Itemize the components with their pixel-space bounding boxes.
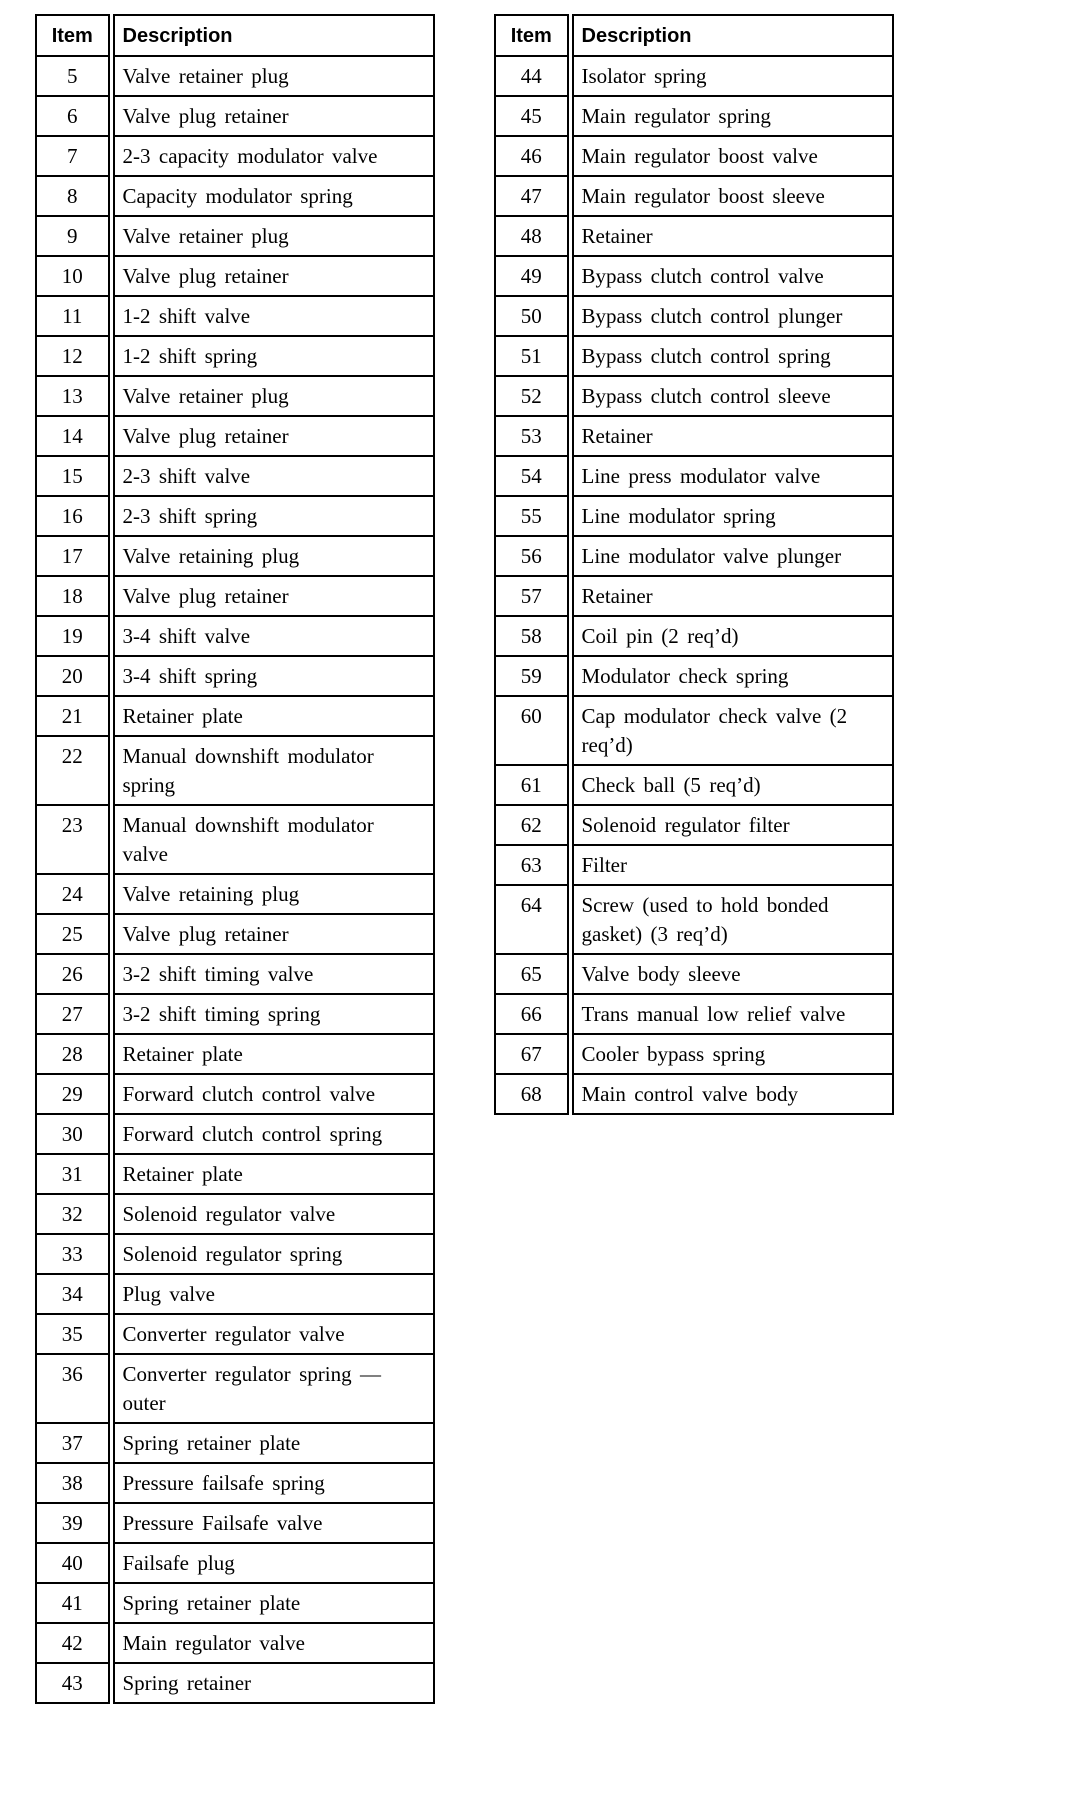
table-row [36,656,434,696]
item-number-cell: 29 [36,1074,111,1114]
item-number-cell: 51 [495,336,570,376]
item-number-cell: 53 [495,416,570,456]
table-row [36,1543,434,1583]
item-number-cell: 41 [36,1583,111,1623]
item-number-cell: 19 [36,616,111,656]
table-row [495,256,893,296]
table-row [495,136,893,176]
description-cell: Solenoid regulator spring [111,1234,434,1274]
item-number-cell: 36 [36,1354,111,1423]
description-cell: Valve retainer plug [111,216,434,256]
description-cell: Main control valve body [570,1074,893,1114]
item-number-cell: 13 [36,376,111,416]
item-number-cell: 37 [36,1423,111,1463]
description-cell: Bypass clutch control plunger [570,296,893,336]
header-row [495,15,893,56]
item-number-cell: 52 [495,376,570,416]
table-row [495,845,893,885]
item-number-cell: 9 [36,216,111,256]
table-row [36,1074,434,1114]
table-row [495,576,893,616]
description-cell: Line modulator valve plunger [570,536,893,576]
table-row [495,56,893,96]
table-row [495,765,893,805]
description-cell: Retainer plate [111,1154,434,1194]
item-number-cell: 57 [495,576,570,616]
table-row [495,954,893,994]
item-number-cell: 54 [495,456,570,496]
item-number-cell: 62 [495,805,570,845]
item-number-cell: 61 [495,765,570,805]
item-number-cell: 32 [36,1194,111,1234]
description-cell: 3-2 shift timing spring [111,994,434,1034]
table-row [36,1194,434,1234]
table-row [495,616,893,656]
table-row [36,1423,434,1463]
column-header-item: Item [495,15,570,56]
item-number-cell: 49 [495,256,570,296]
item-number-cell: 45 [495,96,570,136]
table-row [36,994,434,1034]
item-number-cell: 23 [36,805,111,874]
description-cell: Retainer [570,576,893,616]
item-number-cell: 35 [36,1314,111,1354]
description-cell: Spring retainer plate [111,1583,434,1623]
table-row [36,296,434,336]
table-row [36,176,434,216]
item-number-cell: 7 [36,136,111,176]
table-row [36,1274,434,1314]
description-cell: Main regulator valve [111,1623,434,1663]
description-cell: Solenoid regulator valve [111,1194,434,1234]
table-row [36,1463,434,1503]
table-row [495,376,893,416]
item-number-cell: 67 [495,1034,570,1074]
table-row [36,1114,434,1154]
item-number-cell: 8 [36,176,111,216]
item-number-cell: 64 [495,885,570,954]
table-row [36,536,434,576]
item-number-cell: 20 [36,656,111,696]
description-cell: Filter [570,845,893,885]
table-row [495,994,893,1034]
item-number-cell: 40 [36,1543,111,1583]
description-cell: Spring retainer [111,1663,434,1703]
item-number-cell: 33 [36,1234,111,1274]
description-cell: Bypass clutch control spring [570,336,893,376]
item-number-cell: 59 [495,656,570,696]
description-cell: Forward clutch control spring [111,1114,434,1154]
description-cell: 3-4 shift valve [111,616,434,656]
table-row [495,496,893,536]
description-cell: Cooler bypass spring [570,1034,893,1074]
description-cell: Retainer plate [111,696,434,736]
item-number-cell: 22 [36,736,111,805]
table-row [36,954,434,994]
item-number-cell: 25 [36,914,111,954]
table-row [495,216,893,256]
table-row [36,736,434,805]
description-cell: Manual downshift modulator valve [111,805,434,874]
table-row [36,256,434,296]
table-row [36,136,434,176]
item-number-cell: 65 [495,954,570,994]
description-cell: 2-3 shift valve [111,456,434,496]
table-row [36,336,434,376]
table-row [36,456,434,496]
item-number-cell: 56 [495,536,570,576]
item-number-cell: 39 [36,1503,111,1543]
table-row [36,616,434,656]
description-cell: Main regulator spring [570,96,893,136]
item-number-cell: 50 [495,296,570,336]
description-cell: Retainer [570,416,893,456]
description-cell: Line press modulator valve [570,456,893,496]
description-cell: 3-4 shift spring [111,656,434,696]
item-number-cell: 48 [495,216,570,256]
table-row [36,1314,434,1354]
table-row [495,1034,893,1074]
table-row [495,296,893,336]
description-cell: Failsafe plug [111,1543,434,1583]
table-row [495,536,893,576]
item-number-cell: 12 [36,336,111,376]
description-cell: Valve plug retainer [111,576,434,616]
table-row [495,656,893,696]
item-number-cell: 18 [36,576,111,616]
description-cell: Retainer [570,216,893,256]
item-number-cell: 5 [36,56,111,96]
item-number-cell: 46 [495,136,570,176]
description-cell: Valve retainer plug [111,376,434,416]
description-cell: Pressure Failsafe valve [111,1503,434,1543]
table-row [495,1074,893,1114]
item-number-cell: 28 [36,1034,111,1074]
description-cell: Capacity modulator spring [111,176,434,216]
column-header-item: Item [36,15,111,56]
parts-table-right [494,14,894,1115]
item-number-cell: 68 [495,1074,570,1114]
description-cell: Bypass clutch control valve [570,256,893,296]
table-row [495,176,893,216]
item-number-cell: 30 [36,1114,111,1154]
item-number-cell: 26 [36,954,111,994]
description-cell: 2-3 capacity modulator valve [111,136,434,176]
table-row [36,56,434,96]
description-cell: 1-2 shift valve [111,296,434,336]
table-row [36,1503,434,1543]
table-row [36,805,434,874]
table-row [36,216,434,256]
description-cell: Trans manual low relief valve [570,994,893,1034]
table-row [495,805,893,845]
item-number-cell: 58 [495,616,570,656]
item-number-cell: 10 [36,256,111,296]
description-cell: 1-2 shift spring [111,336,434,376]
item-number-cell: 6 [36,96,111,136]
description-cell: Spring retainer plate [111,1423,434,1463]
item-number-cell: 24 [36,874,111,914]
item-number-cell: 60 [495,696,570,765]
table-row [495,336,893,376]
table-row [36,1663,434,1703]
column-header-description: Description [111,15,434,56]
item-number-cell: 15 [36,456,111,496]
item-number-cell: 14 [36,416,111,456]
item-number-cell: 63 [495,845,570,885]
description-cell: Manual downshift modulator spring [111,736,434,805]
description-cell: Screw (used to hold bonded gasket) (3 req’d) [570,885,893,954]
column-header-description: Description [570,15,893,56]
description-cell: Coil pin (2 req’d) [570,616,893,656]
description-cell: Pressure failsafe spring [111,1463,434,1503]
description-cell: Bypass clutch control sleeve [570,376,893,416]
description-cell: Valve plug retainer [111,914,434,954]
item-number-cell: 17 [36,536,111,576]
table-row [36,496,434,536]
item-number-cell: 27 [36,994,111,1034]
table-row [36,1034,434,1074]
table-row [36,576,434,616]
item-number-cell: 44 [495,56,570,96]
table-row [36,696,434,736]
item-number-cell: 55 [495,496,570,536]
table-row [36,96,434,136]
table-row [495,96,893,136]
description-cell: Line modulator spring [570,496,893,536]
description-cell: Main regulator boost valve [570,136,893,176]
description-cell: Plug valve [111,1274,434,1314]
table-row [495,416,893,456]
table-row [36,914,434,954]
description-cell: Valve plug retainer [111,96,434,136]
description-cell: Forward clutch control valve [111,1074,434,1114]
item-number-cell: 31 [36,1154,111,1194]
table-row [36,1623,434,1663]
description-cell: 2-3 shift spring [111,496,434,536]
item-number-cell: 42 [36,1623,111,1663]
table-row [495,456,893,496]
table-row [495,696,893,765]
description-cell: Isolator spring [570,56,893,96]
description-cell: Converter regulator valve [111,1314,434,1354]
description-cell: 3-2 shift timing valve [111,954,434,994]
description-cell: Valve body sleeve [570,954,893,994]
parts-table-left [35,14,435,1704]
description-cell: Valve plug retainer [111,256,434,296]
item-number-cell: 21 [36,696,111,736]
description-cell: Modulator check spring [570,656,893,696]
item-number-cell: 11 [36,296,111,336]
description-cell: Main regulator boost sleeve [570,176,893,216]
description-cell: Valve retainer plug [111,56,434,96]
item-number-cell: 43 [36,1663,111,1703]
description-cell: Valve retaining plug [111,536,434,576]
table-row [36,1234,434,1274]
table-row [36,416,434,456]
item-number-cell: 66 [495,994,570,1034]
table-row [36,1583,434,1623]
table-row [36,1354,434,1423]
description-cell: Valve plug retainer [111,416,434,456]
description-cell: Valve retaining plug [111,874,434,914]
item-number-cell: 38 [36,1463,111,1503]
description-cell: Converter regulator spring — outer [111,1354,434,1423]
table-row [36,376,434,416]
item-number-cell: 47 [495,176,570,216]
table-row [36,1154,434,1194]
description-cell: Retainer plate [111,1034,434,1074]
table-row [495,885,893,954]
table-row [36,874,434,914]
item-number-cell: 34 [36,1274,111,1314]
description-cell: Check ball (5 req’d) [570,765,893,805]
header-row [36,15,434,56]
description-cell: Solenoid regulator filter [570,805,893,845]
item-number-cell: 16 [36,496,111,536]
description-cell: Cap modulator check valve (2 req’d) [570,696,893,765]
